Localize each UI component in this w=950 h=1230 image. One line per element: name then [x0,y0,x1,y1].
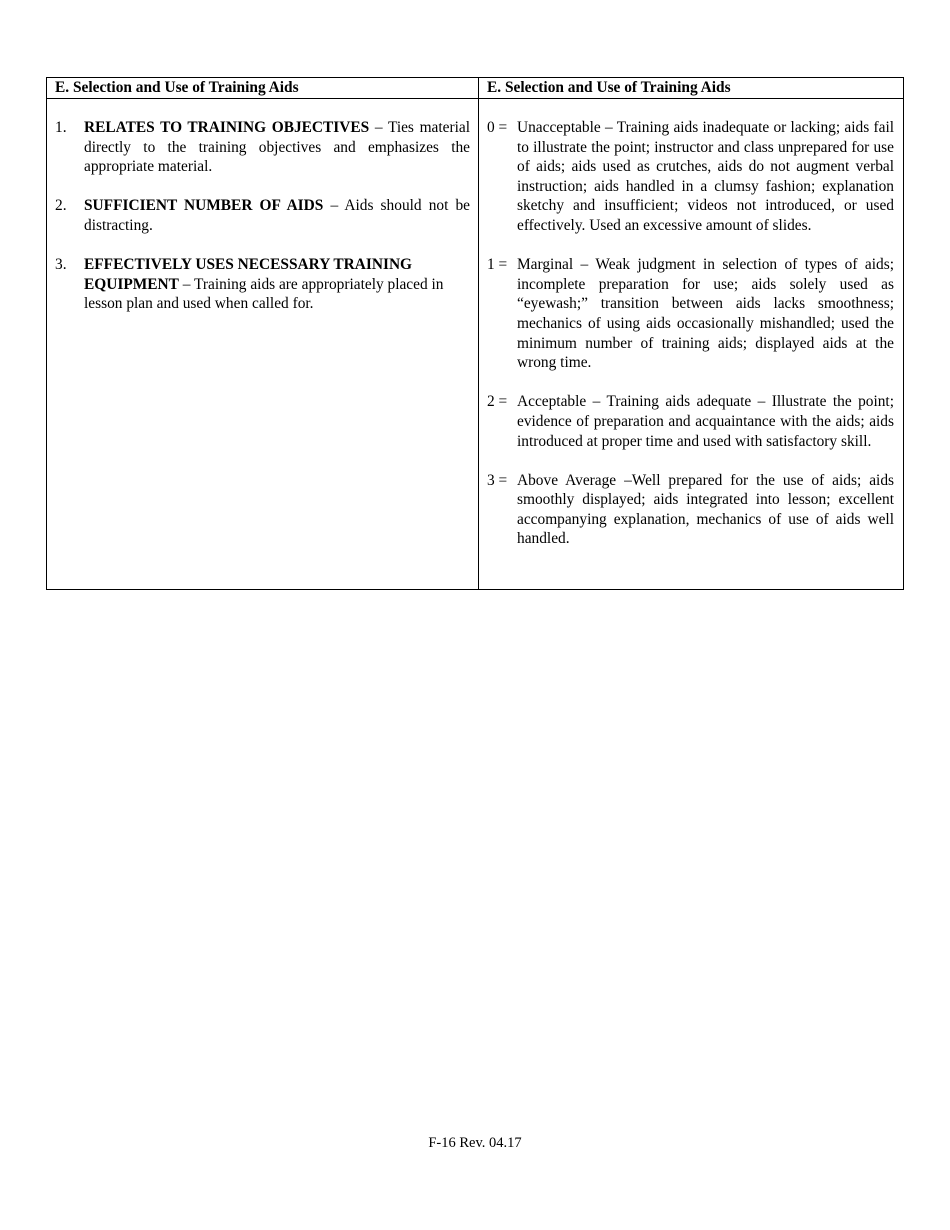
rating-item [487,392,894,451]
content-row [47,99,904,590]
criterion-title: EFFECTIVELY USES NECESSARY TRAINING EQUIPMENT [84,256,413,293]
criterion-item [55,255,470,314]
criterion-title: SUFFICIENT NUMBER OF AIDS [84,197,324,215]
form-revision-footer: F-16 Rev. 04.17 [428,1135,522,1151]
criterion-description: – Ties material directly to the training objectives and emphasizes the appropriate material. [84,119,470,176]
criterion-text [84,255,470,314]
rating-description: Unacceptable – Training aids inadequate or lacking; aids fail to illustrate the point; instructor and class unprepared for use of aids; aids used as crutches, aids do not augment verbal instruction; aids handled in a clumsy fashion; explanation sketchy and insufficient; videos not introduced, or used effectively. Used an excessive amount of slides. [517,119,894,234]
criterion-item [55,118,470,177]
rating-item [487,471,894,549]
rating-score: 1 = [487,256,508,274]
criteria-cell [47,99,479,590]
criterion-number: 2. [55,197,67,215]
criterion-number: 1. [55,119,67,136]
criterion-item [55,196,470,235]
rating-description: Marginal – Weak judgment in selection of types of aids; incomplete preparation for use; aids solely used as “eyewash;” transition between aids lacks smoothness; mechanics of using aids occasionally mishandled; used the minimum number of training aids; displayed aids at the wrong time. [517,256,894,372]
rating-item [487,255,894,373]
left-column-header: E. Selection and Use of Training Aids [47,78,479,99]
rating-score: 0 = [487,119,508,136]
rating-item [487,118,894,236]
criterion-number: 3. [55,256,67,274]
criterion-text [84,196,470,235]
rating-description: Acceptable – Training aids adequate – Illustrate the point; evidence of preparation and acquaintance with the aids; aids introduced at proper time and used with satisfactory skill. [517,393,894,450]
ratings-cell [479,99,904,590]
rating-score: 3 = [487,471,508,489]
header-row [47,78,904,99]
criterion-description: – Aids should not be distracting. [84,197,470,234]
criterion-title: RELATES TO TRAINING OBJECTIVES [84,119,370,136]
criterion-text [84,118,470,177]
rating-score: 2 = [487,393,508,411]
training-aids-table [46,77,904,590]
criterion-description: – Training aids are appropriately placed in lesson plan and used when called for. [84,275,444,313]
right-column-header: E. Selection and Use of Training Aids [479,78,904,99]
rating-description: Above Average –Well prepared for the use of aids; aids smoothly displayed; aids integrated into lesson; excellent accompanying explanation, mechanics of use of aids well handled. [517,471,894,548]
